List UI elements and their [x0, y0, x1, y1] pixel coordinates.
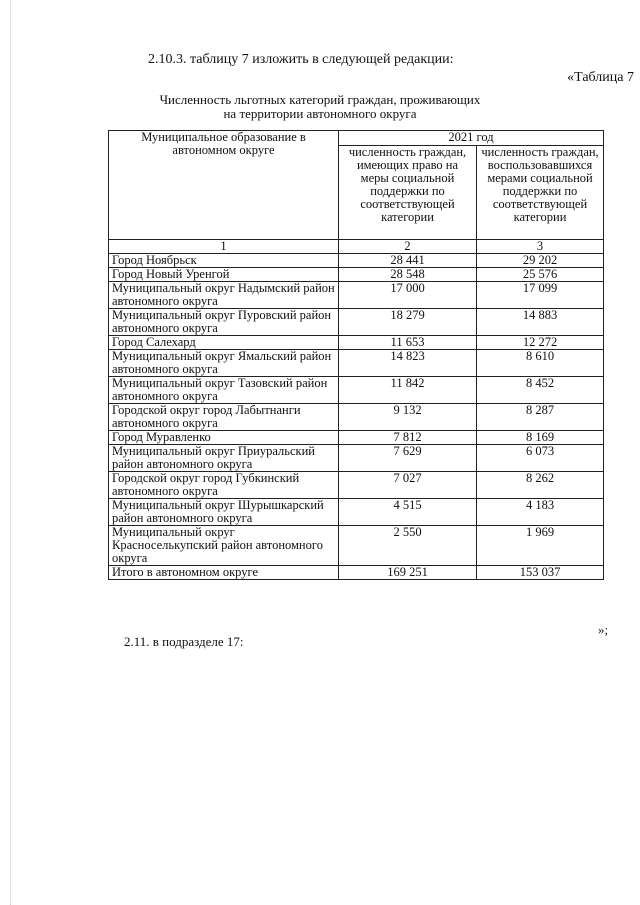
municipality-cell: Муниципальный округ Приуральский район автономного округа [109, 445, 339, 472]
used-cell: 8 610 [477, 350, 604, 377]
municipality-cell: Городской округ город Губкинский автономного округа [109, 472, 339, 499]
used-cell: 8 287 [477, 404, 604, 431]
used-cell: 8 262 [477, 472, 604, 499]
header-num-1: 1 [109, 240, 339, 254]
used-cell: 12 272 [477, 336, 604, 350]
table-row [109, 526, 604, 566]
intro-text: 2.10.3. таблицу 7 изложить в следующей редакции: [148, 52, 454, 67]
eligible-cell: 11 842 [339, 377, 477, 404]
municipality-cell: Городской округ город Лабытнанги автономного округа [109, 404, 339, 431]
table-row [109, 282, 604, 309]
beneficiaries-table [108, 130, 604, 580]
municipality-cell: Город Муравленко [109, 431, 339, 445]
eligible-cell: 28 548 [339, 268, 477, 282]
closing-mark: »; [598, 622, 609, 637]
table-title [0, 93, 640, 121]
table-row [109, 499, 604, 526]
used-cell: 8 169 [477, 431, 604, 445]
table-row [109, 377, 604, 404]
eligible-cell: 14 823 [339, 350, 477, 377]
title-line-2: на территории автономного округа [223, 106, 417, 121]
used-cell: 6 073 [477, 445, 604, 472]
table-row [109, 350, 604, 377]
header-year: 2021 год [339, 131, 604, 146]
used-cell: 17 099 [477, 282, 604, 309]
title-line-1: Численность льготных категорий граждан, проживающих [159, 92, 481, 107]
used-cell: 25 576 [477, 268, 604, 282]
eligible-cell: 11 653 [339, 336, 477, 350]
eligible-cell: 28 441 [339, 254, 477, 268]
municipality-cell: Муниципальный округ Красноселькупский район автономного округа [109, 526, 339, 566]
header-row [109, 131, 604, 146]
header-num-2: 2 [339, 240, 477, 254]
total-row [109, 566, 604, 580]
header-num-3: 3 [477, 240, 604, 254]
used-cell: 29 202 [477, 254, 604, 268]
table-row [109, 445, 604, 472]
table-row [109, 309, 604, 336]
eligible-cell: 9 132 [339, 404, 477, 431]
eligible-cell: 18 279 [339, 309, 477, 336]
table-row [109, 268, 604, 282]
header-municipality: Муниципальное образование в автономном округе [109, 131, 339, 240]
total-eligible: 169 251 [339, 566, 477, 580]
used-cell: 8 452 [477, 377, 604, 404]
used-cell: 14 883 [477, 309, 604, 336]
used-cell: 4 183 [477, 499, 604, 526]
eligible-cell: 2 550 [339, 526, 477, 566]
municipality-cell: Муниципальный округ Надымский район автономного округа [109, 282, 339, 309]
eligible-cell: 7 812 [339, 431, 477, 445]
table-row [109, 472, 604, 499]
municipality-cell: Муниципальный округ Ямальский район автономного округа [109, 350, 339, 377]
table-row [109, 431, 604, 445]
municipality-cell: Муниципальный округ Тазовский район автономного округа [109, 377, 339, 404]
total-label: Итого в автономном округе [109, 566, 339, 580]
header-eligible: численность граждан, имеющих право на меры социальной поддержки по соответствующей категории [339, 146, 477, 240]
table-row [109, 404, 604, 431]
eligible-cell: 4 515 [339, 499, 477, 526]
municipality-cell: Муниципальный округ Шурышкарский район автономного округа [109, 499, 339, 526]
total-used: 153 037 [477, 566, 604, 580]
municipality-cell: Город Салехард [109, 336, 339, 350]
table-row [109, 254, 604, 268]
scan-margin-line [10, 0, 12, 905]
municipality-cell: Город Ноябрьск [109, 254, 339, 268]
used-cell: 1 969 [477, 526, 604, 566]
municipality-cell: Муниципальный округ Пуровский район автономного округа [109, 309, 339, 336]
header-number-row [109, 240, 604, 254]
eligible-cell: 17 000 [339, 282, 477, 309]
header-used: численность граждан, воспользовавшихся мерами социальной поддержки по соответствующей категории [477, 146, 604, 240]
table-row [109, 336, 604, 350]
table-label: «Таблица 7 [567, 70, 634, 85]
municipality-cell: Город Новый Уренгой [109, 268, 339, 282]
eligible-cell: 7 027 [339, 472, 477, 499]
outro-text: 2.11. в подразделе 17: [124, 634, 244, 649]
eligible-cell: 7 629 [339, 445, 477, 472]
